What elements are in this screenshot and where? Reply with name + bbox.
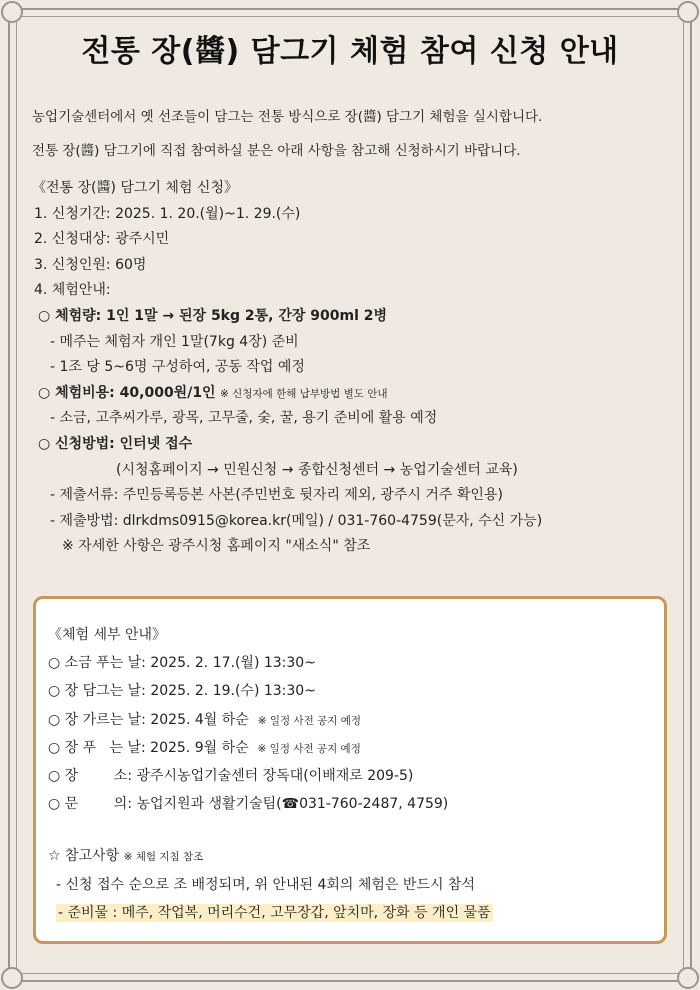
phone-icon: ☎ <box>281 796 300 813</box>
detail-reference: ※ 자세한 사항은 광주시청 홈페이지 "새소식" 참조 <box>62 538 371 555</box>
application-target: 2. 신청대상: 광주시민 <box>34 231 170 248</box>
split-note: ※ 일정 사전 공지 예정 <box>257 714 362 727</box>
corner-ornament <box>677 1 699 23</box>
reference-line: - 신청 접수 순으로 조 배정되며, 위 안내된 4회의 체험은 반드시 참석 <box>56 876 475 893</box>
method-path: (시청홈페이지 → 민원신청 → 종합신청센터 → 농업기술센터 교육) <box>116 461 518 478</box>
details-box <box>33 596 667 944</box>
corner-ornament <box>677 967 699 989</box>
experience-cost-row <box>32 381 670 407</box>
contact-label: ○ 문 의: 농업지원과 생활기술팀( <box>48 796 282 813</box>
make-day: ○ 장 담그는 날: 2025. 2. 19.(수) 13:30~ <box>48 683 316 700</box>
reference-heading: ☆ 참고사항 <box>48 848 120 865</box>
intro <box>32 100 670 168</box>
required-documents: - 제출서류: 주민등록등본 사본(주민번호 뒷자리 제외, 광주시 거주 확인용) <box>50 487 503 504</box>
reference-row <box>48 842 652 870</box>
page-title: 전통 장(醬) 담그기 체험 참여 신청 안내 <box>81 34 619 69</box>
intro-line: 농업기술센터에서 옛 선조들이 담그는 전통 방식으로 장(醬) 담그기 체험을 실시합니다. <box>32 109 543 125</box>
reference-line-highlight <box>48 899 652 927</box>
open-day-row <box>48 734 652 762</box>
cost-note: - 소금, 고추씨가루, 광목, 고무줄, 숯, 꿀, 용기 준비에 활용 예정 <box>50 410 438 427</box>
application-method: ○ 신청방법: 인터넷 접수 <box>38 435 193 452</box>
materials-highlight: - 준비물 : 메주, 작업복, 머리수건, 고무장갑, 앞치마, 장화 등 개인 물품 <box>58 904 491 921</box>
open-note: ※ 일정 사전 공지 예정 <box>257 742 361 755</box>
corner-ornament <box>1 967 23 989</box>
application-period: 1. 신청기간: 2025. 1. 20.(월)~1. 29.(수) <box>34 205 301 222</box>
reference-small: ※ 체험 지침 참조 <box>123 851 204 864</box>
application-section <box>32 176 670 560</box>
experience-cost: ○ 체험비용: 40,000원/1인 <box>38 384 216 401</box>
details-heading: 《체험 세부 안내》 <box>48 627 167 643</box>
open-day: ○ 장 푸 는 날: 2025. 9월 하순 <box>48 739 249 756</box>
contact-numbers: 031-760-2487, 4759) <box>299 796 449 813</box>
guide-heading: 4. 체험안내: <box>34 282 111 299</box>
amount-note: - 메주는 체험자 개인 1말(7kg 4장) 준비 <box>50 333 299 350</box>
contact-row <box>48 790 652 818</box>
submit-method: - 제출방법: dlrkdms0915@korea.kr(메일) / 031-760-4759(문자, 수신 가능) <box>50 512 543 529</box>
salt-day: ○ 소금 푸는 날: 2025. 2. 17.(월) 13:30~ <box>48 655 316 672</box>
section-heading: 《전통 장(醬) 담그기 체험 신청》 <box>32 180 238 196</box>
application-count: 3. 신청인원: 60명 <box>34 256 147 273</box>
split-day-row <box>48 706 652 734</box>
cost-small-note: ※ 신청자에 한해 납부방법 별도 안내 <box>220 387 388 400</box>
details-content <box>48 621 652 927</box>
place: ○ 장 소: 광주시농업기술센터 장독대(이배재로 209-5) <box>48 767 414 784</box>
experience-amount: ○ 체험량: 1인 1말 → 된장 5kg 2통, 간장 900ml 2병 <box>38 307 388 324</box>
split-day: ○ 장 가르는 날: 2025. 4월 하순 <box>48 711 249 728</box>
amount-note: - 1조 당 5~6명 구성하여, 공동 작업 예정 <box>50 359 305 376</box>
corner-ornament <box>1 1 23 23</box>
intro-line: 전통 장(醬) 담그기에 직접 참여하실 분은 아래 사항을 참고해 신청하시기 바랍니다. <box>32 143 521 159</box>
